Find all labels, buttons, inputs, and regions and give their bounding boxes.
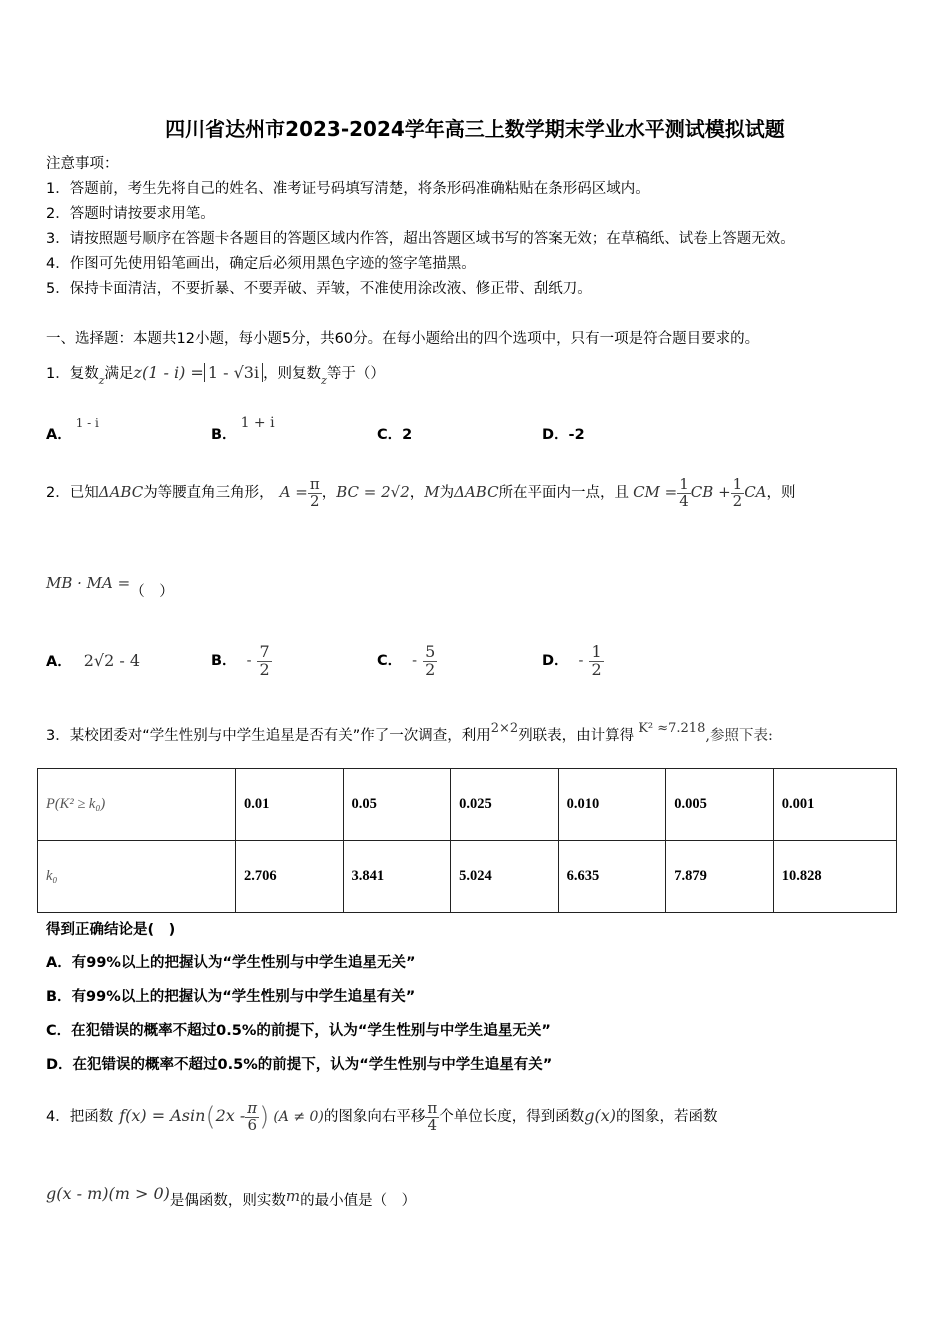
question-3 bbox=[46, 721, 773, 745]
q3-stem: ,参照下表: bbox=[705, 728, 773, 744]
notice-item: 4．作图可先使用铅笔画出，确定后必须用黑色字迹的签字笔描黑。 bbox=[46, 256, 476, 272]
notice-item: 5．保持卡面清洁，不要折暴、不要弄破、弄皱，不准使用涂改液、修正带、刮纸刀。 bbox=[46, 281, 592, 297]
table-cell: 0.025 bbox=[451, 769, 559, 841]
option-value: 2√2 - 4 bbox=[83, 651, 141, 670]
option-num: 1 bbox=[591, 641, 602, 661]
option-label: A． bbox=[46, 654, 72, 670]
option-label: C． bbox=[46, 1023, 72, 1039]
q3-stem: 列联表，由计算得 bbox=[518, 728, 635, 744]
q4-shift-den: 4 bbox=[427, 1115, 438, 1134]
q3-table-type: 2×2 bbox=[490, 721, 519, 736]
q2-line2 bbox=[46, 572, 174, 600]
q3-option-c[interactable] bbox=[46, 1019, 551, 1040]
q1-suffix2: 等于（） bbox=[326, 366, 385, 382]
table-cell: 0.05 bbox=[343, 769, 451, 841]
table-cell: 7.879 bbox=[666, 841, 774, 913]
q3-conclusion: 得到正确结论是( ) bbox=[46, 922, 176, 938]
table-cell: 0.010 bbox=[558, 769, 666, 841]
q1-option-a[interactable] bbox=[46, 416, 99, 444]
option-value: -2 bbox=[568, 427, 585, 443]
option-sign: - bbox=[412, 653, 418, 669]
q2-f1-num: 1 bbox=[679, 474, 689, 493]
option-label: C． bbox=[377, 427, 403, 443]
q1-option-b[interactable] bbox=[211, 415, 275, 444]
q2-text: ，则 bbox=[766, 485, 796, 501]
question-2 bbox=[46, 472, 796, 512]
q3-stem: 3．某校团委对“学生性别与中学生追星是否有关”作了一次调查，利用 bbox=[46, 728, 491, 744]
q1-option-d[interactable] bbox=[542, 423, 585, 444]
q4-condition: (A ≠ 0) bbox=[273, 1109, 324, 1125]
option-label: B． bbox=[211, 653, 237, 669]
q4-text: 的图象，若函数 bbox=[616, 1109, 718, 1125]
notice-heading: 注意事项： bbox=[46, 156, 119, 172]
q2-text: 为 bbox=[439, 485, 455, 501]
q1-var-z: z bbox=[98, 374, 105, 387]
q2-bc: BC = 2√2 bbox=[336, 483, 410, 501]
q2-cm: CM = bbox=[633, 483, 678, 501]
q2-f2-num: 1 bbox=[732, 474, 743, 493]
q4-shift-num: π bbox=[427, 1098, 438, 1117]
q3-option-b[interactable] bbox=[46, 985, 415, 1006]
option-sign: - bbox=[578, 653, 584, 669]
option-sign: - bbox=[246, 653, 252, 669]
option-den: 2 bbox=[591, 659, 602, 679]
option-text: 在犯错误的概率不超过0.5%的前提下，认为“学生性别与中学生追星无关” bbox=[71, 1023, 551, 1039]
q2-comma: ， bbox=[409, 485, 425, 501]
q2-ca: CA bbox=[744, 483, 767, 501]
q2-option-c[interactable] bbox=[377, 640, 437, 682]
q2-prefix: 2．已知 bbox=[46, 485, 99, 501]
section-heading: 一、选择题：本题共12小题，每小题5分，共60分。在每小题给出的四个选项中，只有一项是符合题目要求的。 bbox=[46, 331, 760, 347]
table-cell: 0.005 bbox=[666, 769, 774, 841]
option-label: D． bbox=[542, 653, 569, 669]
table-header-cell: P(K² ≥ k₀) bbox=[38, 769, 236, 841]
q1-eq-abs: 1 - √3i bbox=[204, 363, 263, 382]
option-label: D． bbox=[542, 427, 569, 443]
q2-option-b[interactable] bbox=[211, 640, 272, 682]
q4-prefix: 4．把函数 bbox=[46, 1109, 114, 1125]
option-text: 有99%以上的把握认为“学生性别与中学生追星无关” bbox=[71, 955, 416, 971]
q1-option-c[interactable] bbox=[377, 423, 412, 444]
q2-a-num: π bbox=[309, 474, 320, 493]
table-cell: 3.841 bbox=[343, 841, 451, 913]
option-text: 有99%以上的把握认为“学生性别与中学生追星有关” bbox=[71, 989, 416, 1005]
option-label: A． bbox=[46, 955, 72, 971]
table-cell: 0.01 bbox=[236, 769, 344, 841]
table-row bbox=[38, 841, 897, 913]
critical-value-table bbox=[37, 768, 897, 913]
q1-var-z: z bbox=[321, 374, 327, 387]
option-num: 5 bbox=[425, 641, 436, 661]
option-value: 2 bbox=[402, 427, 413, 443]
table-cell: 10.828 bbox=[773, 841, 896, 913]
q4-function: f(x) = Asin bbox=[119, 1106, 206, 1125]
q2-a-den: 2 bbox=[310, 491, 320, 510]
page-title: 四川省达州市2023-2024学年高三上数学期末学业水平测试模拟试题 bbox=[165, 117, 785, 141]
question-4 bbox=[46, 1090, 718, 1142]
q2-option-d[interactable] bbox=[542, 640, 604, 682]
q1-eq-left: z(1 - i) = bbox=[133, 363, 204, 382]
q4-inner: 2x - bbox=[215, 1106, 246, 1125]
table-cell: 6.635 bbox=[558, 841, 666, 913]
q1-mid: 满足 bbox=[104, 366, 134, 382]
q4-text: 是偶函数，则实数 bbox=[169, 1193, 286, 1209]
q2-m: M bbox=[424, 483, 440, 501]
q3-option-d[interactable] bbox=[46, 1053, 552, 1074]
notice-item: 2．答题时请按要求用笔。 bbox=[46, 206, 215, 222]
q2-cb: CB + bbox=[690, 483, 731, 501]
q2-f2-den: 2 bbox=[732, 491, 743, 510]
q1-prefix: 1．复数 bbox=[46, 366, 99, 382]
option-value: 1 - i bbox=[75, 416, 99, 430]
q2-comma: ， bbox=[321, 485, 337, 501]
q4-text: 个单位长度，得到函数 bbox=[439, 1109, 585, 1125]
q2-paren: （ ） bbox=[130, 584, 174, 600]
option-label: C． bbox=[377, 653, 403, 669]
q4-pi-den: 6 bbox=[247, 1115, 257, 1134]
paren-left: ( bbox=[205, 1102, 216, 1132]
notice-item: 3．请按照题号顺序在答题卡各题目的答题区域内作答，超出答题区域书写的答案无效；在草稿纸、试卷上答题无效。 bbox=[46, 231, 795, 247]
option-label: A． bbox=[46, 427, 72, 443]
q4-expr: g(x - m)(m > 0) bbox=[46, 1184, 170, 1203]
table-header-cell: k₀ bbox=[38, 841, 236, 913]
option-label: D． bbox=[46, 1057, 73, 1073]
q2-option-a[interactable] bbox=[46, 640, 140, 682]
notice-item: 1．答题前，考生先将自己的姓名、准考证号码填写清楚，将条形码准确粘贴在条形码区域内。 bbox=[46, 181, 650, 197]
question-1 bbox=[46, 362, 385, 387]
q2-text: 为等腰直角三角形， bbox=[143, 485, 274, 501]
q2-angle: A = bbox=[279, 483, 308, 501]
option-den: 2 bbox=[425, 659, 436, 679]
q2-f1-den: 4 bbox=[679, 491, 689, 510]
q4-text: 的最小值是（ ） bbox=[300, 1193, 417, 1209]
table-cell: 0.001 bbox=[773, 769, 896, 841]
q2-text: 所在平面内一点，且 bbox=[498, 485, 630, 501]
option-num: 7 bbox=[259, 641, 270, 661]
q3-k2: K² ≈7.218 bbox=[638, 721, 706, 736]
option-label: B． bbox=[211, 427, 237, 443]
q4-m: m bbox=[285, 1187, 301, 1205]
paren-right: ) bbox=[259, 1102, 270, 1132]
q4-line2 bbox=[46, 1184, 417, 1210]
q4-g: g(x) bbox=[584, 1106, 616, 1125]
q1-suffix1: ，则复数 bbox=[263, 366, 322, 382]
q2-triangle: ΔABC bbox=[98, 483, 144, 501]
q4-text: 的图象向右平移 bbox=[323, 1109, 426, 1125]
q2-triangle: ΔABC bbox=[454, 483, 499, 501]
option-den: 2 bbox=[259, 659, 270, 679]
table-cell: 5.024 bbox=[451, 841, 559, 913]
q4-pi-num: π bbox=[247, 1098, 258, 1117]
q2-expr: MB · MA = bbox=[46, 574, 131, 592]
q3-option-a[interactable] bbox=[46, 951, 416, 972]
table-row bbox=[38, 769, 897, 841]
option-label: B． bbox=[46, 989, 72, 1005]
table-cell: 2.706 bbox=[236, 841, 344, 913]
option-value: 1 + i bbox=[240, 415, 275, 431]
option-text: 在犯错误的概率不超过0.5%的前提下，认为“学生性别与中学生追星有关” bbox=[72, 1057, 553, 1073]
